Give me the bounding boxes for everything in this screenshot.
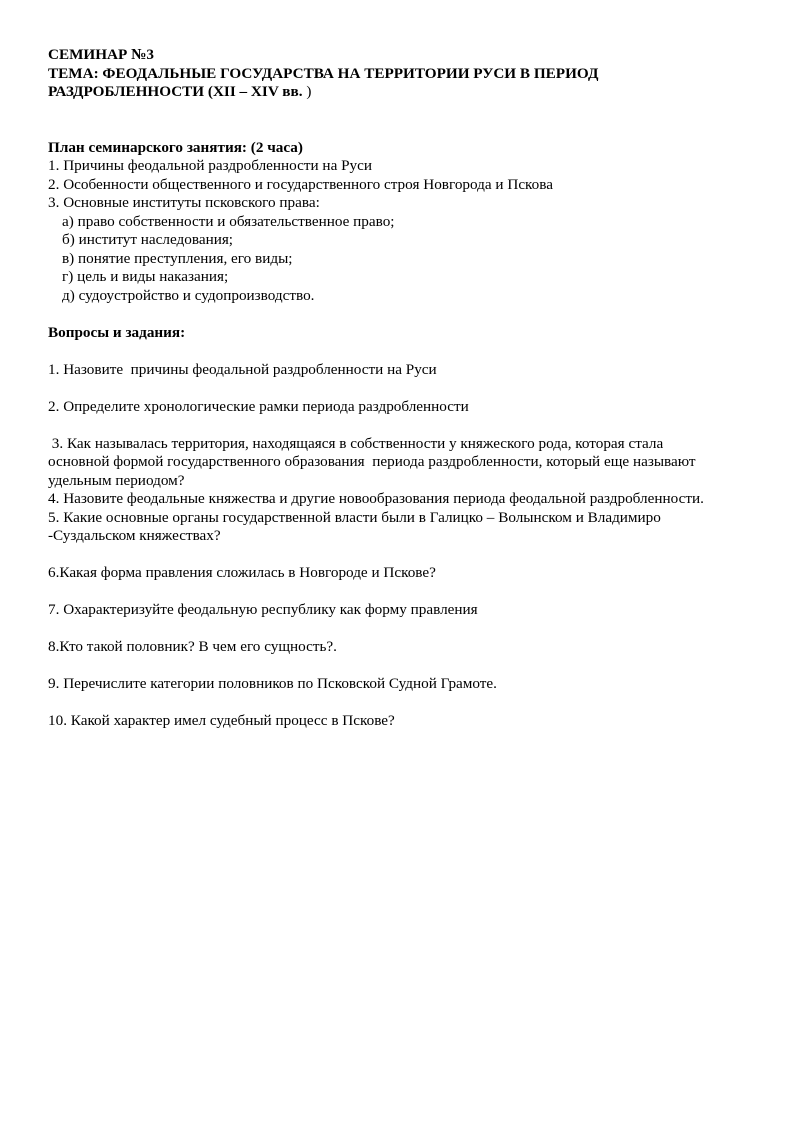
question-1: 1. Назовите причины феодальной раздробленности на Руси bbox=[48, 360, 437, 378]
spacer bbox=[48, 546, 770, 565]
spacer bbox=[48, 305, 770, 324]
question-6: 6.Какая форма правления сложилась в Новгороде и Пскове? bbox=[48, 564, 436, 581]
question-2: 2. Определите хронологические рамки периода раздробленности bbox=[48, 397, 469, 415]
question-3-line-3: удельным периодом? bbox=[48, 471, 185, 489]
question-4: 4. Назовите феодальные княжества и другие новообразования периода феодальной раздробленности. bbox=[48, 490, 704, 507]
question-3-line-2: основной формой государственного образования периода раздробленности, который еще называют bbox=[48, 453, 696, 470]
spacer bbox=[48, 620, 770, 639]
spacer bbox=[48, 694, 770, 713]
question-7: 7. Охарактеризуйте феодальную республику как форму правления bbox=[48, 601, 478, 618]
plan-item: 3. Основные институты псковского права: bbox=[48, 194, 320, 211]
spacer bbox=[48, 342, 770, 361]
spacer bbox=[48, 583, 770, 602]
topic-line-2-bold: РАЗДРОБЛЕННОСТИ (XII – XIV вв. bbox=[48, 83, 303, 100]
spacer bbox=[48, 416, 770, 435]
question-9: 9. Перечислите категории половников по Псковской Судной Грамоте. bbox=[48, 675, 497, 692]
question-3-line-1: 3. Как называлась территория, находящаяся в собственности у княжеского рода, которая стала bbox=[48, 434, 664, 452]
spacer bbox=[48, 379, 770, 398]
spacer bbox=[48, 102, 770, 129]
plan-subitem: г) цель и виды наказания; bbox=[62, 268, 229, 285]
plan-subitem: д) судоустройство и судопроизводство. bbox=[62, 286, 315, 304]
plan-subitem: в) понятие преступления, его виды; bbox=[62, 249, 293, 267]
plan-subitem: б) институт наследования; bbox=[62, 231, 234, 248]
plan-item: 2. Особенности общественного и государственного строя Новгорода и Пскова bbox=[48, 175, 553, 193]
plan-subitem: а) право собственности и обязательственное право; bbox=[62, 212, 395, 230]
question-10: 10. Какой характер имел судебный процесс в Пскове? bbox=[48, 712, 395, 729]
topic-line-2-tail: ) bbox=[302, 83, 312, 100]
plan-heading: План семинарского занятия: (2 часа) bbox=[48, 138, 303, 156]
questions-heading: Вопросы и задания: bbox=[48, 323, 186, 341]
seminar-number: СЕМИНАР №3 bbox=[48, 46, 154, 63]
topic-line-1: ТЕМА: ФЕОДАЛЬНЫЕ ГОСУДАРСТВА НА ТЕРРИТОРИИ РУСИ В ПЕРИОД bbox=[48, 64, 599, 82]
topic-line-2 bbox=[48, 83, 770, 102]
question-8: 8.Кто такой половник? В чем его сущность?. bbox=[48, 638, 337, 655]
spacer bbox=[48, 129, 770, 139]
spacer bbox=[48, 657, 770, 676]
plan-item: 1. Причины феодальной раздробленности на Руси bbox=[48, 157, 373, 174]
question-5-line-1: 5. Какие основные органы государственной власти были в Галицко – Волынском и Владимиро bbox=[48, 508, 661, 526]
question-5-line-2: -Суздальском княжествах? bbox=[48, 527, 221, 544]
